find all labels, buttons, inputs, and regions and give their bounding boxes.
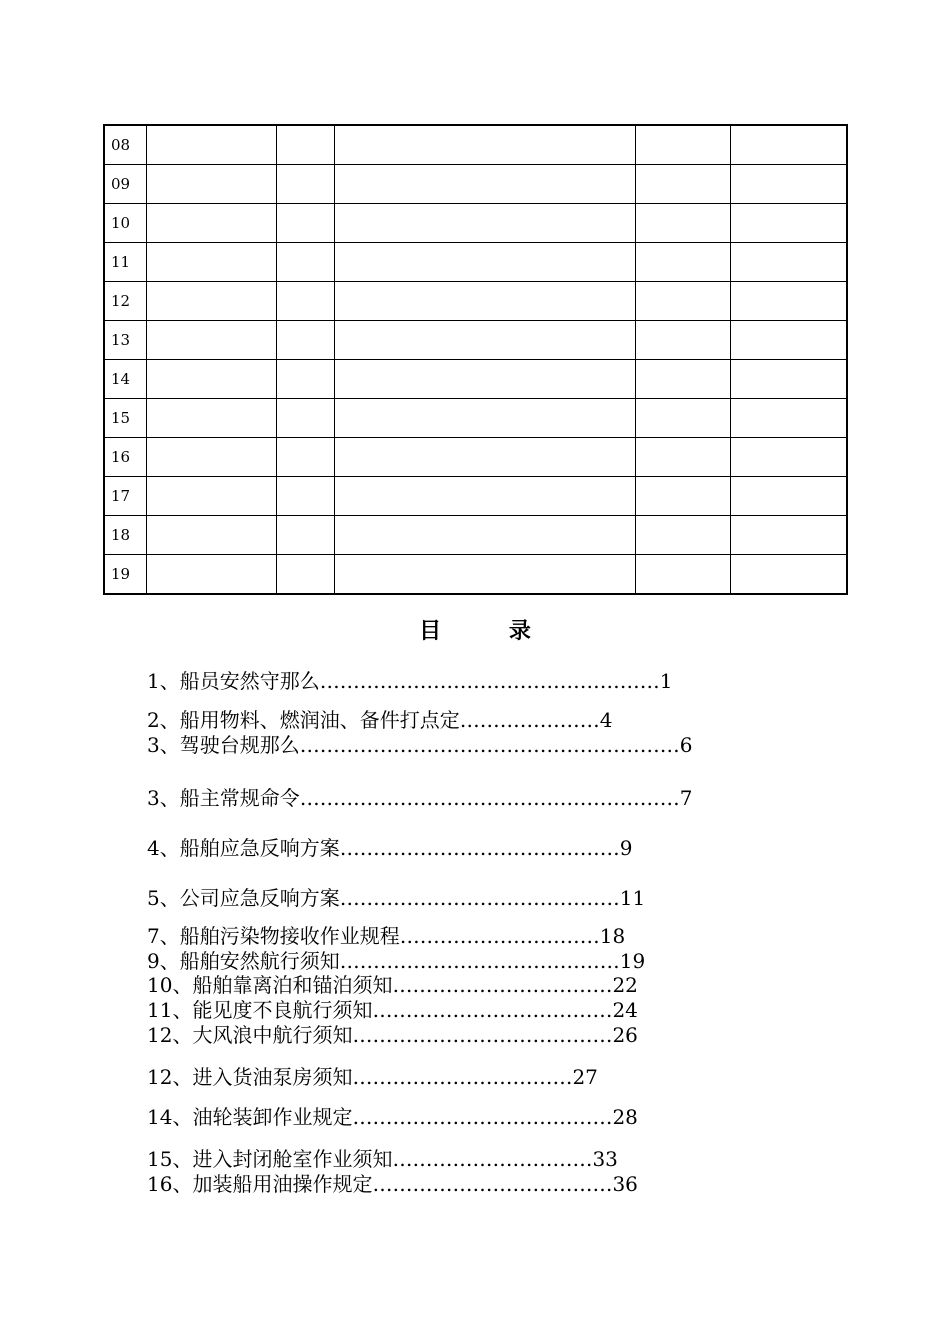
table-cell xyxy=(334,165,635,204)
toc-entry[interactable]: 12、进入货油泵房须知……………………………27 xyxy=(147,1065,598,1089)
toc-entry[interactable]: 11、能见度不良航行须知………………………………24 xyxy=(147,998,638,1022)
table-cell xyxy=(146,125,276,165)
toc-entry[interactable]: 2、船用物料、燃润油、备件打点定…………………4 xyxy=(147,708,613,732)
table-cell xyxy=(334,243,635,282)
table-cell xyxy=(334,438,635,477)
table-cell xyxy=(276,204,334,243)
table-row xyxy=(104,360,847,399)
table-cell xyxy=(635,477,730,516)
table-cell xyxy=(635,399,730,438)
table-cell xyxy=(146,165,276,204)
table-row xyxy=(104,321,847,360)
row-number: 11 xyxy=(104,243,146,282)
table-cell xyxy=(276,321,334,360)
table-cell xyxy=(146,399,276,438)
table-row xyxy=(104,399,847,438)
table-cell xyxy=(276,438,334,477)
table-cell xyxy=(334,555,635,595)
table-cell xyxy=(334,516,635,555)
toc-entry[interactable]: 5、公司应急反响方案……………………………………11 xyxy=(147,886,646,910)
table-cell xyxy=(730,204,847,243)
table-cell xyxy=(635,360,730,399)
table-cell xyxy=(334,321,635,360)
table-row xyxy=(104,125,847,165)
table-cell xyxy=(276,555,334,595)
table-cell xyxy=(334,125,635,165)
table-cell xyxy=(730,360,847,399)
table-cell xyxy=(276,282,334,321)
table-cell xyxy=(146,243,276,282)
toc-entry[interactable]: 10、船舶靠离泊和锚泊须知……………………………22 xyxy=(147,973,638,997)
row-number: 13 xyxy=(104,321,146,360)
table-cell xyxy=(730,477,847,516)
toc-entry[interactable]: 9、船舶安然航行须知……………………………………19 xyxy=(147,949,646,973)
table-cell xyxy=(334,204,635,243)
table-row xyxy=(104,477,847,516)
table-cell xyxy=(635,321,730,360)
table-cell xyxy=(635,516,730,555)
row-number: 16 xyxy=(104,438,146,477)
toc-entry[interactable]: 15、进入封闭舱室作业须知…………………………33 xyxy=(147,1147,618,1171)
table-cell xyxy=(730,165,847,204)
table-cell xyxy=(276,516,334,555)
table-cell xyxy=(334,360,635,399)
table-row xyxy=(104,438,847,477)
table-cell xyxy=(730,125,847,165)
row-number: 08 xyxy=(104,125,146,165)
table-cell xyxy=(146,555,276,595)
table-cell xyxy=(730,555,847,595)
row-number: 15 xyxy=(104,399,146,438)
table-cell xyxy=(276,125,334,165)
table-cell xyxy=(730,243,847,282)
table-row xyxy=(104,204,847,243)
table-cell xyxy=(276,477,334,516)
table-row xyxy=(104,243,847,282)
table-cell xyxy=(146,516,276,555)
toc-entry[interactable]: 16、加装船用油操作规定………………………………36 xyxy=(147,1172,638,1196)
table-cell xyxy=(635,243,730,282)
table-cell xyxy=(334,282,635,321)
toc-entry[interactable]: 3、船主常规命令…………………………………………………7 xyxy=(147,786,693,810)
table-cell xyxy=(730,438,847,477)
toc-entry[interactable]: 14、油轮装卸作业规定…………………………………28 xyxy=(147,1105,638,1129)
row-number: 19 xyxy=(104,555,146,595)
table-cell xyxy=(146,282,276,321)
row-number: 12 xyxy=(104,282,146,321)
table-row xyxy=(104,165,847,204)
table-cell xyxy=(730,516,847,555)
table-cell xyxy=(276,243,334,282)
table-cell xyxy=(276,399,334,438)
toc-entry[interactable]: 1、船员安然守那么……………………………………………1 xyxy=(147,669,673,693)
table-cell xyxy=(334,477,635,516)
toc-entry[interactable]: 12、大风浪中航行须知…………………………………26 xyxy=(147,1023,638,1047)
table-cell xyxy=(146,204,276,243)
table-cell xyxy=(334,399,635,438)
table-row xyxy=(104,555,847,595)
table-cell xyxy=(146,321,276,360)
table-cell xyxy=(730,321,847,360)
table-row xyxy=(104,516,847,555)
toc-entry[interactable]: 7、船舶污染物接收作业规程…………………………18 xyxy=(147,924,626,948)
table-cell xyxy=(635,282,730,321)
table-cell xyxy=(276,360,334,399)
row-number: 14 xyxy=(104,360,146,399)
record-table xyxy=(103,124,848,595)
row-number: 09 xyxy=(104,165,146,204)
table-row xyxy=(104,282,847,321)
table-cell xyxy=(146,438,276,477)
table-cell xyxy=(635,438,730,477)
table-cell xyxy=(635,555,730,595)
table-cell xyxy=(276,165,334,204)
record-table-body xyxy=(104,125,847,594)
toc-entry[interactable]: 4、船舶应急反响方案……………………………………9 xyxy=(147,836,633,860)
table-cell xyxy=(635,204,730,243)
table-cell xyxy=(146,360,276,399)
row-number: 18 xyxy=(104,516,146,555)
table-cell xyxy=(635,125,730,165)
table-cell xyxy=(635,165,730,204)
row-number: 17 xyxy=(104,477,146,516)
row-number: 10 xyxy=(104,204,146,243)
toc-title: 目 录 xyxy=(419,619,561,644)
table-cell xyxy=(730,399,847,438)
table-cell xyxy=(146,477,276,516)
toc-entry[interactable]: 3、驾驶台规那么…………………………………………………6 xyxy=(147,733,693,757)
table-cell xyxy=(730,282,847,321)
